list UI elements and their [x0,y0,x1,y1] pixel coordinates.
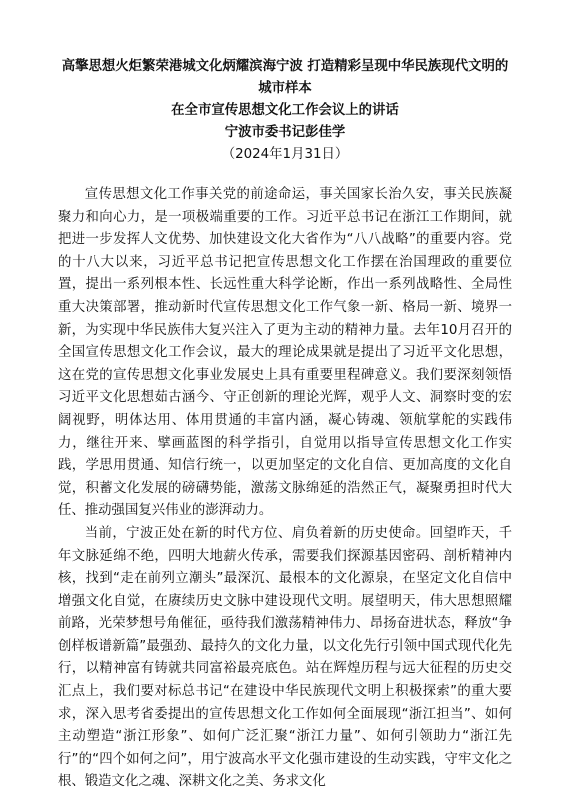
document-body [58,184,512,794]
body-paragraph: 宣传思想文化工作事关党的前途命运，事关国家长治久安，事关民族凝聚力和向心力，是一项极端重要的工作。习近平总书记在浙江工作期间，就把进一步发挥人文优势、加快建设文化大省作为“八八战略”的重要内容。党的十八大以来，习近平总书记把宣传思想文化工作摆在治国理政的重要位置，提出一系列根本性、长远性重大科学论断，作出一系列战略性、全局性重大决策部署，推动新时代宣传思想文化工作气象一新、格局一新、境界一新，为实现中华民族伟大复兴注入了更为主动的精神力量。去年10月召开的全国宣传思想文化工作会议，最大的理论成果就是提出了习近平文化思想，这在党的宣传思想文化事业发展史上具有重要里程碑意义。我们要深刻领悟习近平文化思想茹古涵今、守正创新的理论光辉，观乎人文、洞察时变的宏阔视野，明体达用、体用贯通的丰富内涵，凝心铸魂、领航掌舵的实践伟力，继往开来、擘画蓝图的科学指引，自觉用以指导宣传思想文化工作实践，学思用贯通、知信行统一，以更加坚定的文化自信、更加高度的文化自觉，积蓄文化发展的磅礴势能，激荡文脉绵延的浩然正气，凝聚勇担时代大任、推动强国复兴伟业的澎湃动力。 [58,187,512,519]
document-header [58,56,512,166]
document-subtitle: 在全市宣传思想文化工作会议上的讲话 [171,103,399,118]
document-author: 宁波市委书记彭佳学 [224,125,346,140]
body-paragraph: 当前，宁波正处在新的时代方位、肩负着新的历史使命。回望昨天，千年文脉延绵不绝，四明大地薪火传承，需要我们探源基因密码、剖析精神内核，找到“走在前列立潮头”最深沉、最根本的文化源泉，在坚定文化自信中增强文化自觉，在赓续历史文脉中建设现代文明。展望明天，伟大思想照耀前路，光荣梦想号角催征，亟待我们激荡精神伟力、昂扬奋进状态，释放“争创样板谱新篇”最强劲、最持久的文化力量，以文化先行引领中国式现代化先行，以精神富有铸就共同富裕最亮底色。站在辉煌历程与远大征程的历史交汇点上，我们要对标总书记“在建设中华民族现代文明上积极探索”的重大要求，深入思考省委提出的宣传思想文化工作如何全面展现“浙江担当”、如何主动塑造“浙江形象”、如何广泛汇聚“浙江力量”、如何引领助力“浙江先行”的“四个如何之问”，用宁波高水平文化强市建设的生动实践，守牢文化之根、锻造文化之魂、深耕文化之美、务求文化 [58,525,512,790]
document-title: 高擎思想火炬繁荣港城文化炳耀滨海宁波 打造精彩呈现中华民族现代文明的城市样本 [61,59,509,96]
document-date: （2024年1月31日） [221,147,349,162]
